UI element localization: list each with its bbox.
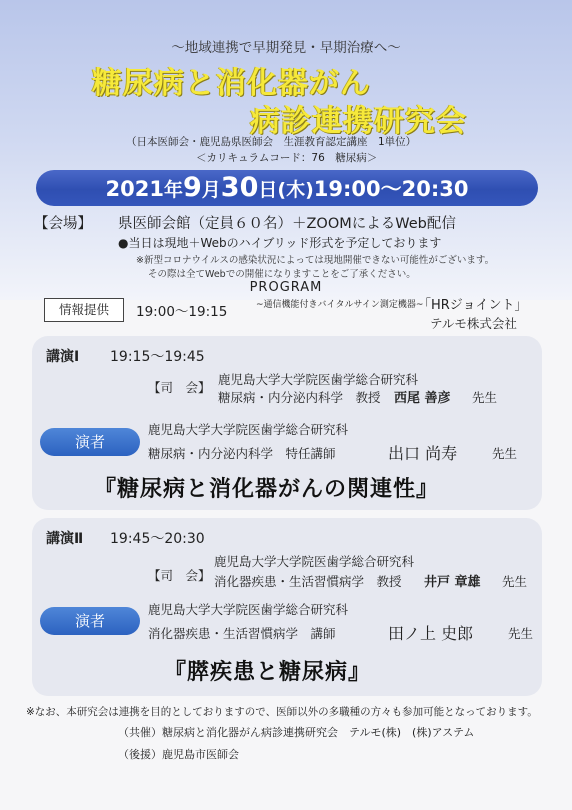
info-company: テルモ株式会社 (430, 316, 517, 331)
info-device: ~通信機能付きバイタルサイン測定機器~ (256, 300, 424, 310)
lecture2-speaker-name: 田ノ上 史郎 (388, 624, 474, 643)
lecture1-speaker-affil: 鹿児島大学大学院医歯学総合研究科 (148, 422, 349, 437)
subtitle: ～地域連携で早期発見・早期治療へ～ (171, 40, 401, 56)
hybrid-note: ●当日は現地＋Webのハイブリッド形式を予定しております (118, 236, 442, 250)
venue-text: 県医師会館（定員６０名）＋ZOOMによるWeb配信 (118, 216, 456, 232)
lecture2-speaker-affil: 鹿児島大学大学院医歯学総合研究科 (148, 602, 349, 617)
lecture1-chair-label: 【司 会】 (148, 380, 211, 395)
covid-notice-1: ※新型コロナウイルスの感染状況によっては現地開催できない可能性がございます。 (136, 255, 495, 266)
date-day: 30 (220, 172, 259, 203)
lecture2-chair-honor: 先生 (502, 574, 528, 589)
footer-note: ※なお、本研究会は連携を目的としておりますので、医師以外の多職種の方々も参加可能となっております。 (26, 706, 538, 718)
lecture2-title: 『膵疾患と糖尿病』 (164, 660, 372, 685)
lecture1-speaker-name: 出口 尚寿 (388, 444, 458, 463)
lecture2-speaker-pill: 演者 (40, 607, 140, 635)
lecture1-heading: 講演Ⅰ (46, 349, 80, 365)
curriculum-code: ＜カリキュラムコード：76 糖尿病＞ (196, 152, 378, 164)
lecture2-chair-affil: 鹿児島大学大学院医歯学総合研究科 (214, 554, 415, 569)
date-month-suffix: 月 (201, 179, 221, 201)
covid-notice-2: その際は全てWebでの開催になりますことをご了承ください。 (148, 269, 416, 280)
info-time: 19:00～19:15 (136, 304, 228, 320)
lecture2-heading: 講演Ⅱ (46, 531, 84, 547)
date-time: 19:00～20:30 (313, 177, 469, 201)
event-title-line2: 病診連携研究会 (250, 104, 467, 139)
venue-label: 【会場】 (34, 216, 92, 232)
info-brand: 「HRジョイント」 (418, 298, 528, 313)
program-heading: PROGRAM (249, 280, 323, 295)
co-host: （共催）糖尿病と消化器がん病診連携研究会 テルモ(株) (株)アステム (118, 726, 475, 739)
lecture1-title: 『糖尿病と消化器がんの関連性』 (94, 477, 440, 502)
date-year: 2021 (105, 177, 164, 201)
lecture2-chair-dept: 消化器疾患・生活習慣病学 教授 (214, 574, 402, 589)
date-day-suffix: 日 (258, 179, 278, 201)
lecture1-speaker-honor: 先生 (492, 446, 518, 461)
lecture2-time: 19:45～20:30 (110, 531, 205, 547)
lecture2-chair-label: 【司 会】 (148, 568, 211, 583)
lecture1-time: 19:15～19:45 (110, 349, 205, 365)
lecture1-chair-dept: 糖尿病・内分泌内科学 教授 (218, 390, 381, 405)
lecture2-chair-name: 井戸 章雄 (424, 575, 481, 590)
info-provision-label: 情報提供 (44, 298, 124, 322)
lecture2-speaker-honor: 先生 (508, 626, 534, 641)
date-month: 9 (182, 172, 202, 203)
credit-note: （日本医師会・鹿児島県医師会 生涯教育認定講座 1単位） (126, 136, 417, 148)
date-year-suffix: 年 (163, 179, 183, 201)
lecture1-speaker-pill: 演者 (40, 428, 140, 456)
date-banner (36, 170, 538, 206)
lecture2-speaker-dept: 消化器疾患・生活習慣病学 講師 (148, 626, 336, 641)
lecture1-chair-name: 西尾 善彦 (394, 391, 451, 406)
lecture1-chair-honor: 先生 (472, 390, 498, 405)
event-title-line1: 糖尿病と消化器がん (92, 66, 371, 101)
lecture1-chair-affil: 鹿児島大学大学院医歯学総合研究科 (218, 372, 419, 387)
sponsor: （後援）鹿児島市医師会 (118, 748, 239, 761)
date-weekday: (木) (277, 179, 314, 201)
lecture1-speaker-dept: 糖尿病・内分泌内科学 特任講師 (148, 446, 336, 461)
